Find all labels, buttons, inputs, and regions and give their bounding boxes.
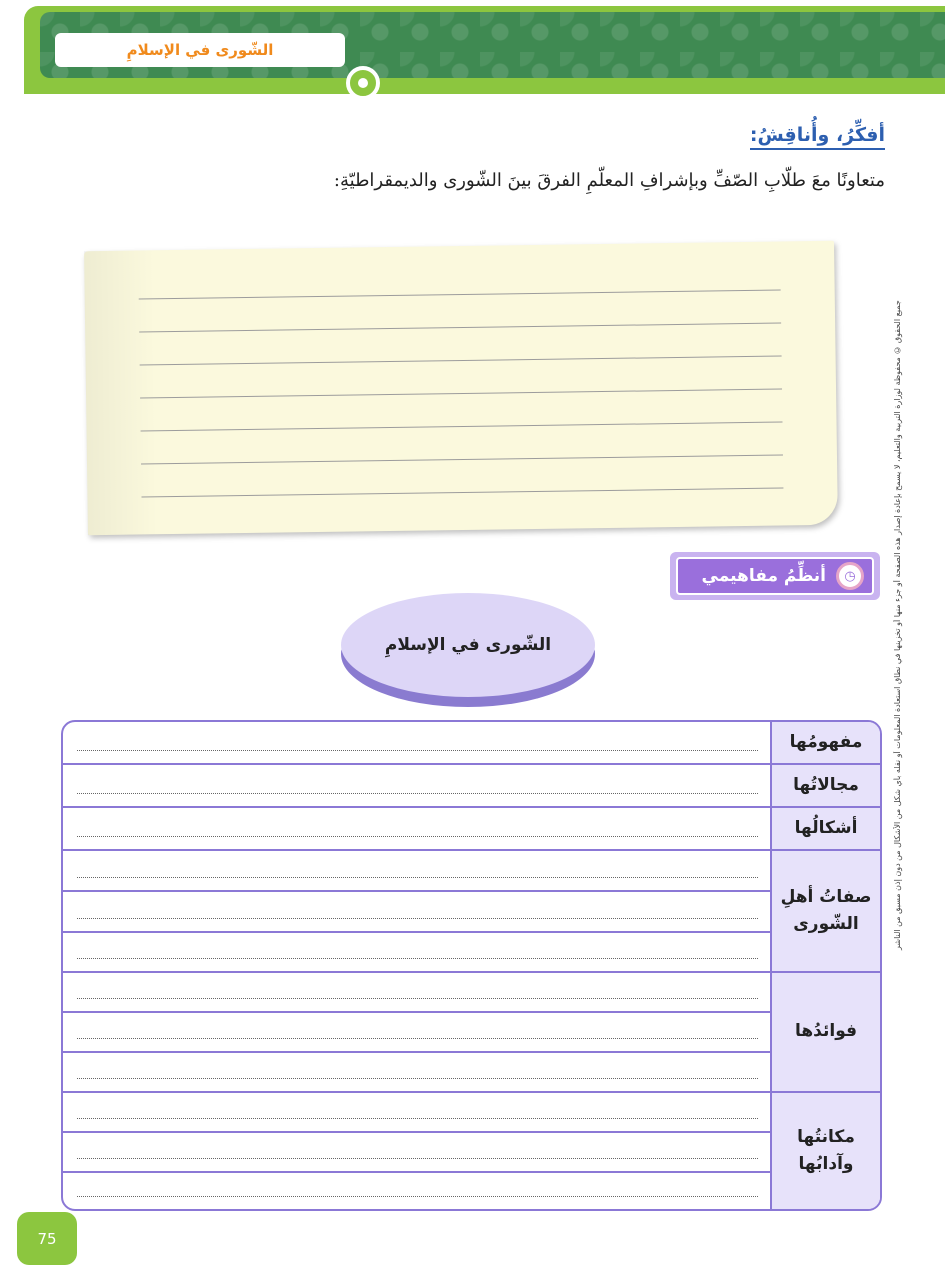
concept-table	[61, 720, 882, 1211]
table-row	[63, 851, 880, 971]
note-line[interactable]	[139, 323, 781, 333]
row-label: فوائدُها	[770, 973, 880, 1091]
answer-field[interactable]	[63, 933, 770, 971]
row-label: أشكالُها	[770, 808, 880, 849]
lesson-title: الشّورى في الإسلامِ	[55, 33, 345, 67]
answer-field[interactable]	[63, 808, 770, 849]
row-label: مفهومُها	[770, 722, 880, 763]
answer-field[interactable]	[63, 722, 770, 763]
table-row	[63, 973, 880, 1091]
answer-field[interactable]	[63, 1013, 770, 1051]
answer-field[interactable]	[63, 1053, 770, 1091]
table-row	[63, 808, 880, 849]
answer-field[interactable]	[63, 892, 770, 931]
note-fold	[84, 250, 158, 535]
row-label: مجالاتُها	[770, 765, 880, 806]
row-label: مكانتُها وآدابُها	[770, 1093, 880, 1209]
answer-field[interactable]	[63, 1133, 770, 1171]
clock-icon: ◷	[836, 562, 864, 590]
header-circle-icon	[346, 66, 380, 100]
header-strip	[340, 78, 945, 90]
note-line[interactable]	[141, 455, 783, 465]
table-row	[63, 722, 880, 763]
row-label: صفاتُ أهلِ الشّورى	[770, 851, 880, 971]
note-line[interactable]	[141, 422, 783, 432]
answer-field[interactable]	[63, 765, 770, 806]
answer-field[interactable]	[63, 1093, 770, 1131]
answer-field[interactable]	[63, 1173, 770, 1209]
answer-field[interactable]	[63, 973, 770, 1011]
badge-label: أنظِّمُ مفاهيمي	[701, 566, 826, 586]
table-row	[63, 1093, 880, 1209]
note-paper	[84, 241, 838, 535]
organize-concepts-badge	[670, 552, 880, 600]
answer-field[interactable]	[63, 851, 770, 890]
think-discuss-instruction: متعاونًا معَ طلّابِ الصّفِّ وبإشرافِ المعلّمِ الفرقَ بينَ الشّورى والديمقراطيّةِ:	[333, 170, 885, 191]
note-line[interactable]	[141, 488, 783, 498]
topic-oval: الشّورى في الإسلامِ	[341, 593, 595, 697]
page-number: 75	[17, 1212, 77, 1265]
note-line[interactable]	[139, 290, 781, 300]
copyright-note: جميع الحقوق © محفوظة لوزارة التربية والتعليم، لا يسمح بإعادة إصدار هذه الصفحة أو جزء منها أو تخزينها في نطاق استعادة المعلومات أو نقله بأي شكل من الأشكال من دون إذن مسبق من الناشر	[893, 300, 902, 950]
note-line[interactable]	[140, 389, 782, 399]
table-row	[63, 765, 880, 806]
think-discuss-heading: أفكِّرُ، وأُناقِشُ:	[750, 124, 885, 150]
note-line[interactable]	[140, 356, 782, 366]
